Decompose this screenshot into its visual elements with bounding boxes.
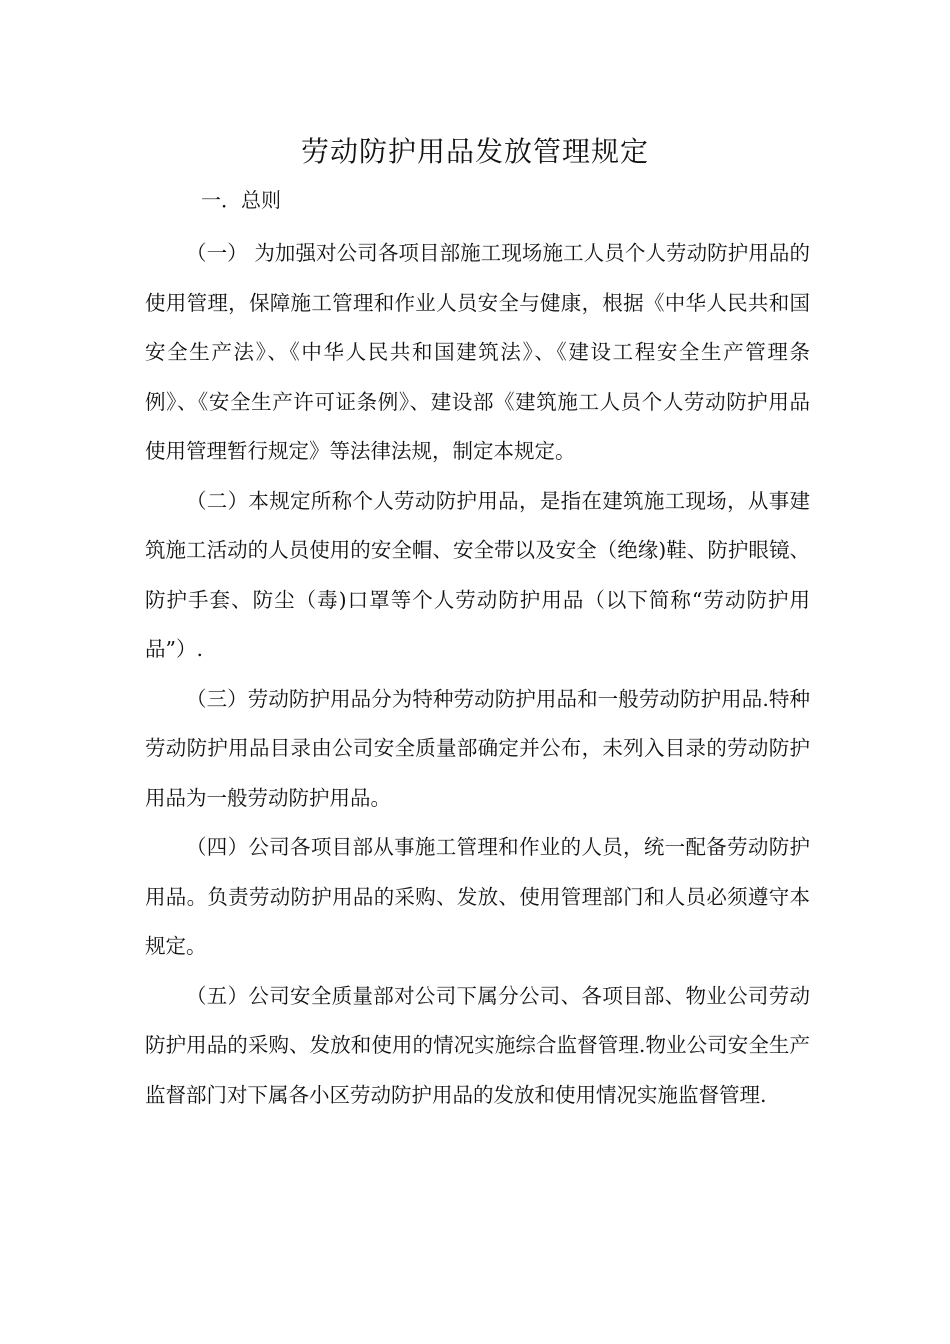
paragraph-1: （一） 为加强对公司各项目部施工现场施工人员个人劳动防护用品的使用管理，保障施工管理和作业人员安全与健康，根据《中华人民共和国安全生产法》、《中华人民共和国建筑法》、《建设工程安全生产管理条例》、《安全生产许可证条例》、建设部《建筑施工人员个人劳动防护用品使用管理暂行规定》等法律法规，制定本规定。 bbox=[145, 241, 810, 463]
paragraph-2: （二）本规定所称个人劳动防护用品，是指在建筑施工现场，从事建筑施工活动的人员使用的安全帽、安全带以及安全（绝缘)鞋、防护眼镜、防护手套、防尘（毒)口罩等个人劳动防护用品（以下简称“劳动防护用品”）. bbox=[145, 488, 810, 661]
document-body bbox=[145, 229, 810, 1120]
paragraph-4: （四）公司各项目部从事施工管理和作业的人员，统一配备劳动防护用品。负责劳动防护用品的采购、发放、使用管理部门和人员必须遵守本规定。 bbox=[145, 835, 810, 958]
document-title: 劳动防护用品发放管理规定 bbox=[300, 135, 649, 168]
paragraph-3: （三）劳动防护用品分为特种劳动防护用品和一般劳动防护用品.特种劳动防护用品目录由公司安全质量部确定并公布，未列入目录的劳动防护用品为一般劳动防护用品。 bbox=[145, 686, 810, 810]
section-heading: 一．总则 bbox=[201, 188, 281, 212]
paragraph-5: （五）公司安全质量部对公司下属分公司、各项目部、物业公司劳动防护用品的采购、发放和使用的情况实施综合监督管理.物业公司安全生产监督部门对下属各小区劳动防护用品的发放和使用情况实施监督管理. bbox=[145, 983, 810, 1107]
